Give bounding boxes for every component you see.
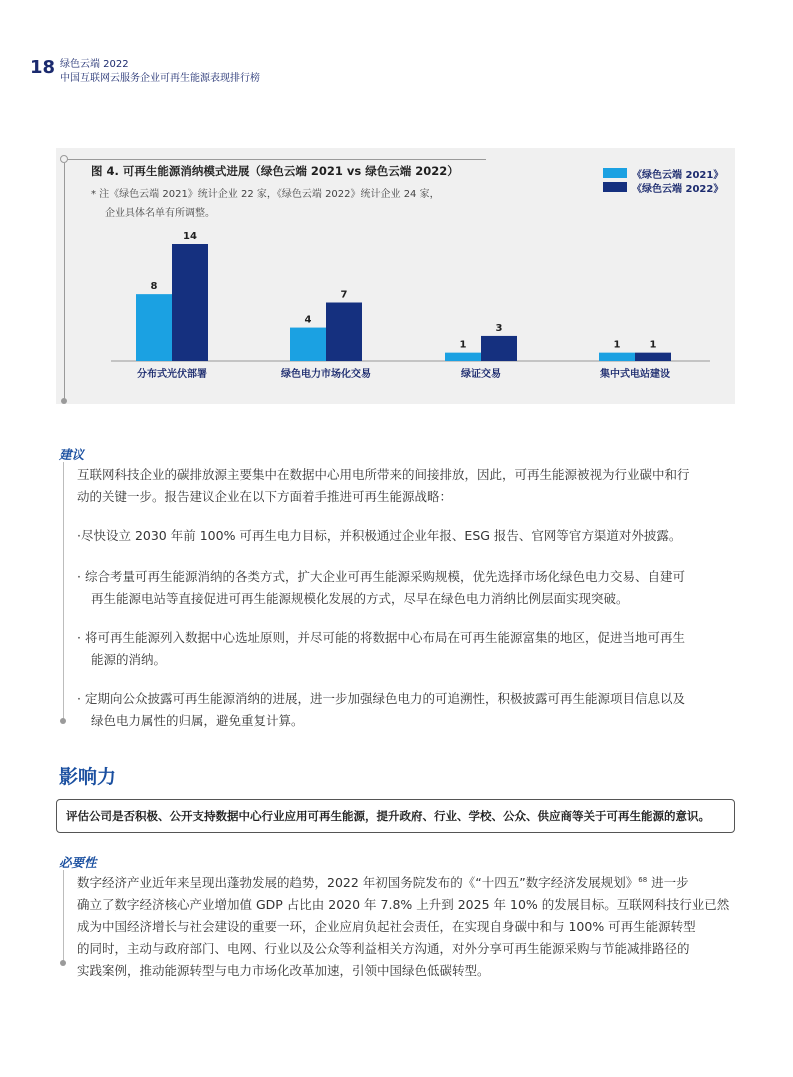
bar-2022	[481, 336, 517, 361]
footnote-ref: 68	[638, 875, 648, 884]
suggestion-intro-line: 互联网科技企业的碳排放源主要集中在数据中心用电所带来的间接排放，因此，可再生能源被视为行业碳中和行	[77, 467, 690, 482]
bar-data-label: 4	[304, 314, 312, 326]
bar-2022	[172, 244, 208, 361]
suggestion-bullet: · 将可再生能源列入数据中心选址原则，并尽可能的将数据中心布局在可再生能源富集的地区，促进当地可再生	[77, 630, 685, 645]
page-number: 18	[30, 57, 56, 78]
suggestion-intro-line: 动的关键一步。报告建议企业在以下方面着手推进可再生能源战略：	[77, 489, 453, 504]
legend-label-2022: 《绿色云端 2022》	[632, 184, 724, 195]
bar-data-label: 7	[340, 289, 348, 301]
bar-data-label: 14	[183, 231, 197, 242]
category-tick-label: 分布式光伏部署	[137, 369, 207, 380]
suggestion-bullet: · 综合考量可再生能源消纳的各类方式，扩大企业可再生能源采购规模，优先选择市场化绿色电力交易、自建可	[77, 569, 685, 584]
section-side-dot	[60, 960, 66, 966]
section-side-line	[63, 462, 64, 720]
bar-2021	[599, 353, 635, 361]
bar-data-label: 1	[649, 339, 657, 351]
figure-note: 企业具体名单有所调整。	[105, 208, 215, 219]
header-report-subtitle: 中国互联网云服务企业可再生能源表现排行榜	[60, 73, 260, 84]
bar-2021	[136, 294, 172, 361]
impact-heading: 影响力	[59, 766, 117, 788]
necessity-paragraph-line: 成为中国经济增长与社会建设的重要一环，企业应肩负起社会责任，在实现自身碳中和与 100% 可再生能源转型	[77, 919, 696, 934]
section-side-line	[63, 870, 64, 962]
category-tick-label: 绿证交易	[461, 369, 501, 380]
necessity-paragraph-line: 实践案例，推动能源转型与电力市场化改革加速，引领中国绿色低碳转型。	[77, 963, 490, 978]
suggestion-bullet-cont: 能源的消纳。	[91, 652, 167, 667]
bar-2022	[635, 353, 671, 361]
bar-data-label: 1	[613, 339, 621, 351]
necessity-heading: 必要性	[59, 855, 97, 870]
suggestion-bullet: · 定期向公众披露可再生能源消纳的进展，进一步加强绿色电力的可追溯性，积极披露可再生能源项目信息以及	[77, 691, 685, 706]
suggestion-bullet-cont: 绿色电力属性的归属，避免重复计算。	[91, 713, 304, 728]
impact-box-text: 评估公司是否积极、公开支持数据中心行业应用可再生能源，提升政府、行业、学校、公众、供应商等关于可再生能源的意识。	[66, 809, 710, 823]
suggestion-heading: 建议	[59, 447, 85, 462]
bar-chart	[0, 0, 793, 420]
legend-label-2021: 《绿色云端 2021》	[632, 170, 724, 181]
necessity-paragraph-line: 数字经济产业近年来呈现出蓬勃发展的趋势，2022 年初国务院发布的《“十四五”数字经济发展规划》$^{68}$ 进一步	[77, 875, 689, 890]
header-report-title: 绿色云端 2022	[60, 59, 129, 70]
bar-2021	[445, 353, 481, 361]
necessity-paragraph-line: 的同时，主动与政府部门、电网、行业以及公众等利益相关方沟通，对外分享可再生能源采购与节能减排路径的	[77, 941, 690, 956]
bar-data-label: 3	[495, 322, 503, 334]
figure-title: 图 4. 可再生能源消纳模式进展（绿色云端 2021 vs 绿色云端 2022）	[91, 164, 459, 178]
figure-note: * 注《绿色云端 2021》统计企业 22 家，《绿色云端 2022》统计企业 24 家，	[91, 189, 440, 200]
bar-data-label: 8	[150, 281, 158, 293]
section-side-dot	[60, 718, 66, 724]
category-tick-label: 绿色电力市场化交易	[281, 369, 371, 380]
bar-2022	[326, 303, 362, 362]
suggestion-bullet-cont: 再生能源电站等直接促进可再生能源规模化发展的方式，尽早在绿色电力消纳比例层面实现突破。	[91, 591, 629, 606]
category-tick-label: 集中式电站建设	[600, 369, 670, 380]
suggestion-bullet: ·尽快设立 2030 年前 100% 可再生电力目标，并积极通过企业年报、ESG 报告、官网等官方渠道对外披露。	[77, 528, 682, 543]
bar-2021	[290, 328, 326, 361]
necessity-paragraph-line: 确立了数字经济核心产业增加值 GDP 占比由 2020 年 7.8% 上升到 2025 年 10% 的发展目标。互联网科技行业已然	[77, 897, 730, 912]
bar-data-label: 1	[459, 339, 467, 351]
